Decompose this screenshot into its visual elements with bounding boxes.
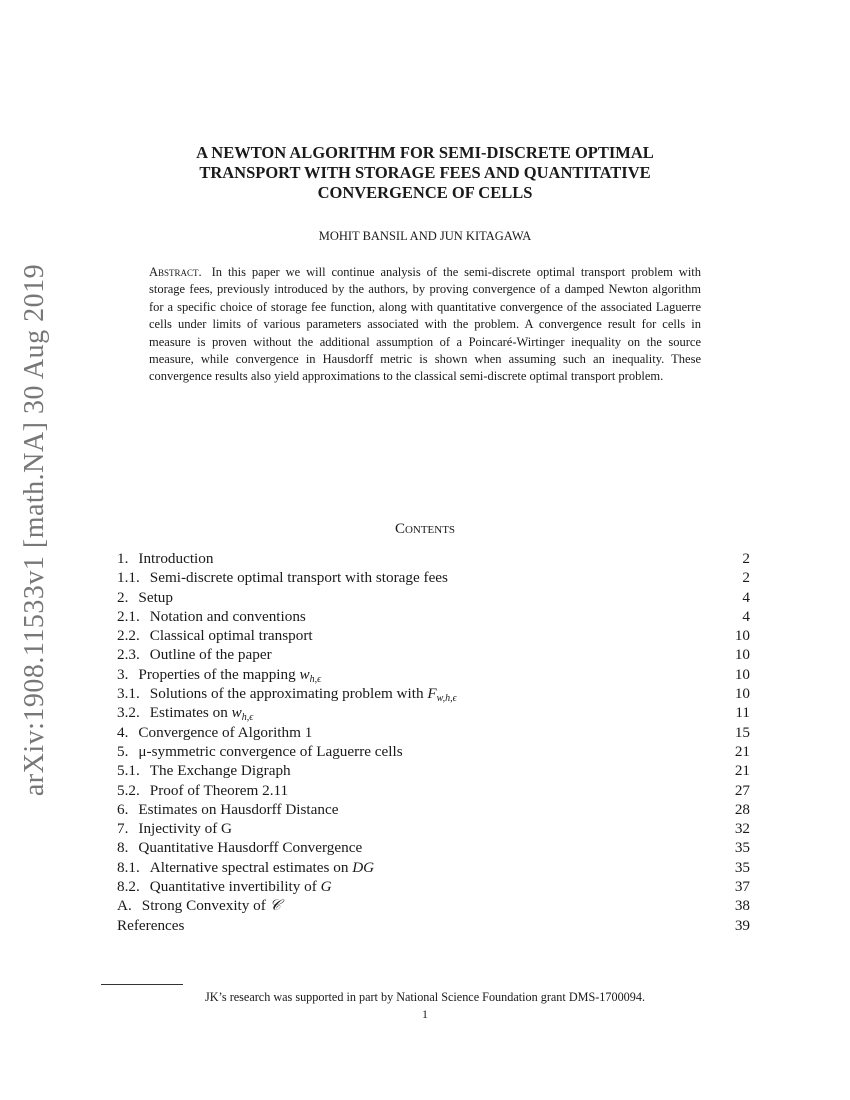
toc-entry-number: 2.1. — [117, 607, 140, 625]
toc-entry-title — [117, 761, 291, 780]
toc-entry-number: 2.2. — [117, 627, 140, 645]
toc-entry-number: 8.2. — [117, 878, 140, 896]
toc-entry-title — [117, 626, 313, 645]
toc-entry[interactable] — [117, 896, 750, 915]
toc-entry-number: 2.3. — [117, 646, 140, 664]
toc-entry-number: 5.2. — [117, 781, 140, 799]
toc-entry-page: 4 — [742, 588, 750, 606]
toc-entry-title — [117, 645, 272, 664]
toc-entry[interactable] — [117, 626, 750, 645]
page-number: 1 — [422, 1007, 428, 1021]
toc-entry-math: 𝒞 — [269, 897, 281, 915]
toc-entry-number: 2. — [117, 588, 129, 606]
toc-entry[interactable] — [117, 819, 750, 838]
toc-entry-text: Injectivity of G — [138, 820, 233, 838]
abstract — [149, 264, 701, 386]
title-line-2: TRANSPORT WITH STORAGE FEES AND QUANTITATIVE — [199, 163, 651, 182]
toc-entry[interactable] — [117, 549, 750, 568]
toc-entry-text: Introduction — [138, 550, 214, 567]
contents-heading: Contents — [394, 521, 456, 537]
toc-entry-number: A. — [117, 897, 132, 915]
toc-entry-text: μ-symmetric convergence of Laguerre cells — [138, 742, 403, 760]
authors: MOHIT BANSIL AND JUN KITAGAWA — [318, 229, 532, 243]
toc-entry-math: F — [427, 685, 437, 703]
toc-entry-number: 4. — [117, 723, 129, 741]
toc-entry-page: 32 — [734, 820, 750, 838]
toc-entry-text: Properties of the mapping — [138, 665, 296, 683]
toc-entry-page: 28 — [734, 800, 750, 818]
toc-entry-text: Estimates on — [149, 704, 228, 722]
toc-entry-title — [117, 838, 362, 857]
toc-entry[interactable] — [117, 684, 750, 703]
toc-entry-math-subscript: h,ϵ — [309, 673, 322, 685]
toc-entry[interactable] — [117, 877, 750, 896]
toc-entry-math-subscript: h,ϵ — [241, 712, 254, 724]
toc-entry[interactable] — [117, 723, 750, 742]
toc-entry-title — [117, 549, 213, 568]
toc-entry-page: 21 — [734, 762, 750, 780]
toc-entry-title — [117, 607, 306, 626]
toc-entry-text: References — [117, 916, 185, 934]
abstract-text: In this paper we will continue analysis of the semi-discrete optimal transport problem with storage fees, previously introduced by the authors, by proving convergence of a damped Newton algorithm for a specific choice of storage fee function, along with quantitative convergence of the associated Laguerre cells under limits of various parameters associated with the problem. A convergence result for cells in measure is proven without the additional assumption of a Poincaré-Wirtinger inequality on the source measure, while convergence in Hausdorff metric is shown when assuming such an inequality. These convergence results also yield approximations to the classical semi-discrete optimal transport problem. — [149, 265, 702, 384]
toc-entry-text: The Exchange Digraph — [149, 762, 291, 780]
footnote: JK’s research was supported in part by National Science Foundation grant DMS-1700094. — [204, 990, 646, 1004]
toc-entry[interactable] — [117, 858, 750, 877]
toc-entry[interactable] — [117, 800, 750, 819]
toc-entry-number: 5.1. — [117, 762, 140, 780]
toc-entry-page: 10 — [734, 627, 750, 645]
toc-entry-number: 8.1. — [117, 858, 140, 876]
toc-entry-math-subscript: w,h,ϵ — [436, 693, 457, 705]
toc-entry-text: Notation and conventions — [149, 607, 306, 625]
toc-entry-number: 6. — [117, 800, 129, 818]
toc-entry-number: 7. — [117, 820, 129, 838]
toc-entry[interactable] — [117, 703, 750, 722]
toc-entry-title — [117, 588, 173, 607]
toc-entry-title — [117, 800, 338, 819]
toc-entry-title — [117, 877, 332, 896]
title-line-3: CONVERGENCE OF CELLS — [317, 183, 533, 202]
toc-entry[interactable] — [117, 781, 750, 800]
toc-entry-math: DG — [352, 858, 375, 876]
toc-entry-text: Classical optimal transport — [149, 627, 313, 645]
toc-entry-title — [117, 568, 448, 587]
toc-entry-number: 1.1. — [117, 569, 140, 587]
toc-entry-page: 37 — [734, 878, 750, 896]
toc-entry-number: 8. — [117, 839, 129, 857]
toc-entry-text: Quantitative invertibility of — [149, 878, 317, 896]
toc-entry-page: 10 — [734, 646, 750, 664]
toc-entry-math: w — [299, 665, 310, 683]
toc-entry-text: Solutions of the approximating problem with — [149, 685, 424, 703]
toc-entry[interactable] — [117, 607, 750, 626]
toc-entry-text: Strong Convexity of — [141, 897, 266, 915]
toc-entry-text: Semi-discrete optimal transport with storage fees — [149, 569, 448, 587]
abstract-label: Abstract. — [149, 265, 202, 279]
toc-entry-title — [117, 742, 403, 761]
toc-entry-page: 35 — [734, 858, 750, 876]
toc-entry-page: 21 — [734, 742, 750, 760]
toc-entry-title — [117, 916, 184, 935]
toc-entry-page: 4 — [742, 607, 750, 625]
toc-entry[interactable] — [117, 916, 750, 935]
title-line-1: A NEWTON ALGORITHM FOR SEMI-DISCRETE OPTIMAL — [196, 143, 654, 162]
toc-entry-page: 35 — [734, 839, 750, 857]
toc-entry-title — [117, 723, 312, 742]
toc-entry-title — [117, 781, 288, 800]
toc-entry-title — [117, 896, 281, 915]
toc-entry-page: 38 — [734, 897, 750, 915]
toc-entry-number: 1. — [117, 550, 129, 567]
toc-entry-text: Setup — [138, 588, 173, 606]
paper-title — [120, 143, 730, 203]
toc-entry[interactable] — [117, 761, 750, 780]
toc-entry-page: 2 — [742, 569, 750, 587]
toc-entry[interactable] — [117, 645, 750, 664]
toc-entry-number: 3.2. — [117, 704, 140, 722]
toc-entry[interactable] — [117, 588, 750, 607]
toc-entry-page: 10 — [734, 685, 750, 703]
toc-entry-page: 2 — [742, 550, 750, 567]
arxiv-identifier: arXiv:1908.11533v1 [math.NA] 30 Aug 2019 — [19, 263, 50, 797]
toc-entry-number: 5. — [117, 742, 129, 760]
toc-entry-page: 10 — [734, 665, 750, 683]
toc-entry-page: 39 — [734, 916, 750, 934]
toc-entry-math: G — [320, 878, 332, 896]
toc-entry-page: 15 — [734, 723, 750, 741]
toc-entry-number: 3.1. — [117, 685, 140, 703]
toc-entry-text: Alternative spectral estimates on — [149, 858, 349, 876]
toc-entry-page: 11 — [735, 704, 750, 722]
toc-entry-text: Quantitative Hausdorff Convergence — [138, 839, 363, 857]
footnote-rule — [101, 984, 183, 985]
toc-entry-number: 3. — [117, 665, 129, 683]
toc-entry-page: 27 — [734, 781, 750, 799]
toc-entry[interactable] — [117, 568, 750, 587]
toc-entry-text: Outline of the paper — [149, 646, 272, 664]
toc-entry-math: w — [231, 704, 242, 722]
toc-entry-title — [117, 819, 232, 838]
toc-entry[interactable] — [117, 838, 750, 857]
toc-entry[interactable] — [117, 742, 750, 761]
toc-entry-title — [117, 858, 374, 877]
toc-entry-text: Estimates on Hausdorff Distance — [138, 800, 339, 818]
toc-entry-text: Proof of Theorem 2.11 — [149, 781, 289, 799]
toc-entry-text: Convergence of Algorithm 1 — [138, 723, 313, 741]
table-of-contents — [117, 549, 750, 935]
toc-entry[interactable] — [117, 665, 750, 684]
